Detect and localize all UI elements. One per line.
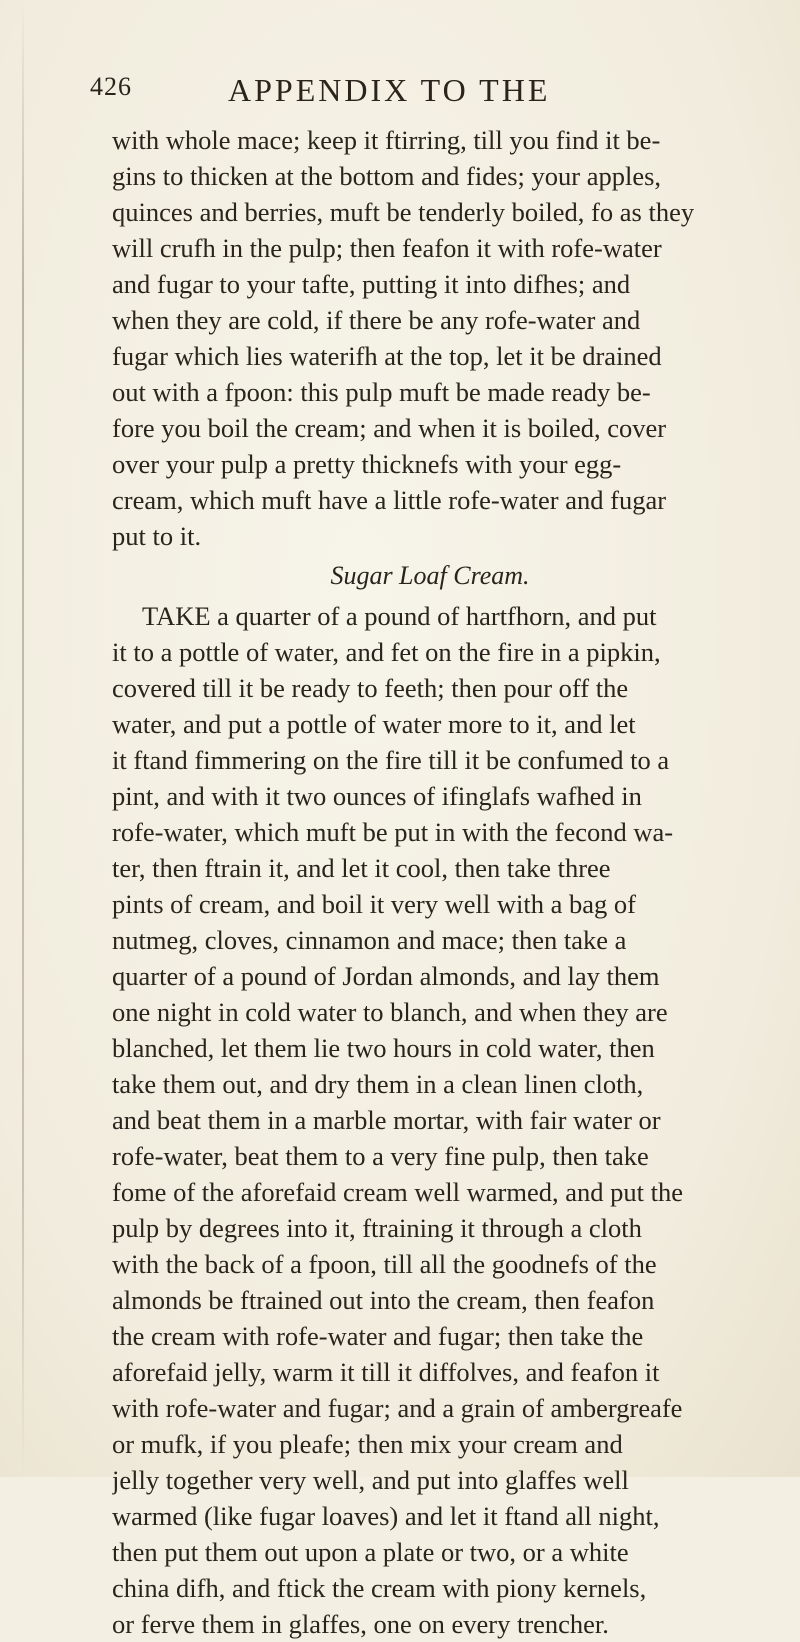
text-line: fome of the aforefaid cream well warmed, and put the [112,1177,683,1207]
text-line: it to a pottle of water, and fet on the fire in a pipkin, [112,637,661,667]
text-line: and beat them in a marble mortar, with fair water or [112,1105,661,1135]
text-line: fugar which lies waterifh at the top, let it be drained [112,341,662,371]
text-line: take them out, and dry them in a clean linen cloth, [112,1069,644,1099]
recipe-paragraph [112,598,728,1642]
text-line: pulp by degrees into it, ftraining it through a cloth [112,1213,642,1243]
text-line: covered till it be ready to feeth; then pour off the [112,673,629,703]
text-line: rofe-water, beat them to a very fine pulp, then take [112,1141,649,1171]
text-line: aforefaid jelly, warm it till it diffolves, and feafon it [112,1357,660,1387]
text-line: cream, which muft have a little rofe-water and fugar [112,485,667,515]
text-line: pints of cream, and boil it very well with a bag of [112,889,636,919]
text-line: the cream with rofe-water and fugar; then take the [112,1321,644,1351]
text-line: with whole mace; keep it ftirring, till you find it be- [112,125,661,155]
text-line: nutmeg, cloves, cinnamon and mace; then take a [112,925,627,955]
text-line: one night in cold water to blanch, and when they are [112,997,668,1027]
body-text [112,122,728,1642]
page-number: 426 [90,72,132,101]
text-line: pint, and with it two ounces of ifinglafs wafhed in [112,781,642,811]
text-line: rofe-water, which muft be put in with the fecond wa- [112,817,674,847]
text-line: blanched, let them lie two hours in cold water, then [112,1033,655,1063]
text-line: with the back of a fpoon, till all the goodnefs of the [112,1249,657,1279]
text-line: when they are cold, if there be any rofe-water and [112,305,641,335]
text-line: quarter of a pound of Jordan almonds, and lay them [112,961,660,991]
text-line: with rofe-water and fugar; and a grain of ambergreafe [112,1393,683,1423]
recipe-first-line: TAKE a quarter of a pound of hartfhorn, and put [142,601,657,631]
recipe-title: Sugar Loaf Cream. [330,561,530,590]
text-line: gins to thicken at the bottom and fides; your apples, [112,161,662,191]
text-line: or mufk, if you pleafe; then mix your cream and [112,1429,623,1459]
text-line: jelly together very well, and put into glaffes well [112,1465,629,1495]
gutter-shadow [22,0,24,1477]
text-line: put to it. [112,521,202,551]
text-line: or ferve them in glaffes, one on every trencher. [112,1609,609,1639]
running-title: APPENDIX TO THE [228,72,551,108]
text-line: will crufh in the pulp; then feafon it with rofe-water [112,233,662,263]
text-line: out with a fpoon: this pulp muft be made ready be- [112,377,651,407]
text-line: quinces and berries, muft be tenderly boiled, fo as they [112,197,695,227]
text-line: it ftand fimmering on the fire till it be confumed to a [112,745,670,775]
text-line: over your pulp a pretty thicknefs with your egg- [112,449,622,479]
text-line: china difh, and ftick the cream with piony kernels, [112,1573,647,1603]
text-line: almonds be ftrained out into the cream, then feafon [112,1285,655,1315]
text-line: water, and put a pottle of water more to it, and let [112,709,636,739]
text-line: then put them out upon a plate or two, or a white [112,1537,629,1567]
text-line: and fugar to your tafte, putting it into difhes; and [112,269,631,299]
text-line: fore you boil the cream; and when it is boiled, cover [112,413,667,443]
running-head [90,72,710,112]
paragraph-continued [112,122,728,554]
text-line: warmed (like fugar loaves) and let it ftand all night, [112,1501,660,1531]
text-line: ter, then ftrain it, and let it cool, then take three [112,853,611,883]
